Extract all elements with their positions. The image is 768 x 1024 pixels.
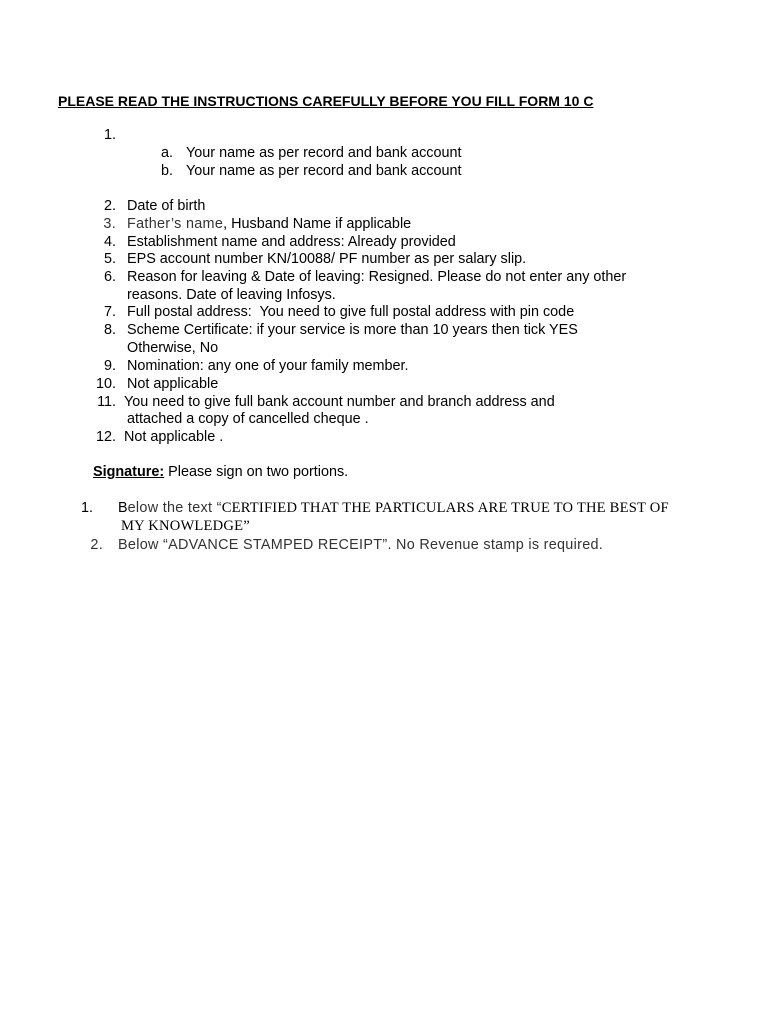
list-number: 12. bbox=[95, 429, 116, 445]
sub-letter: a. bbox=[161, 145, 174, 161]
signature-label: Signature: bbox=[93, 464, 165, 480]
list-item-text: Reason for leaving & Date of leaving: Resigned. Please do not enter any other bbox=[127, 269, 627, 285]
fathers-name-text: Father’s name bbox=[127, 216, 224, 232]
sign-item-1-continued bbox=[0, 517, 768, 535]
list-item-10 bbox=[0, 375, 768, 393]
list-number: 6. bbox=[103, 269, 116, 285]
list-number: 5. bbox=[103, 251, 116, 267]
list-item-text: Establishment name and address: Already provided bbox=[127, 234, 456, 250]
signature-text: Please sign on two portions. bbox=[164, 464, 349, 480]
list-item-text: Full postal address: You need to give full postal address with pin code bbox=[127, 304, 575, 320]
list-item-9 bbox=[0, 357, 768, 375]
sign-item-2 bbox=[0, 536, 768, 554]
list-item-text: reasons. Date of leaving Infosys. bbox=[127, 287, 336, 303]
list-item-text: Not applicable bbox=[127, 376, 219, 392]
sub-item-a bbox=[0, 144, 768, 162]
signature-line bbox=[93, 463, 348, 481]
list-item-4 bbox=[0, 233, 768, 251]
list-item-text: Not applicable . bbox=[124, 429, 224, 445]
sub-item-text: Your name as per record and bank account bbox=[186, 163, 462, 179]
list-item-3 bbox=[0, 215, 768, 233]
sub-letter: b. bbox=[161, 163, 174, 179]
page-title: PLEASE READ THE INSTRUCTIONS CAREFULLY BEFORE YOU FILL FORM 10 C bbox=[58, 93, 594, 109]
list-number: 4. bbox=[103, 234, 116, 250]
list-item-text: Otherwise, No bbox=[127, 340, 219, 356]
list-item-11-continued bbox=[0, 410, 768, 428]
list-number: 7. bbox=[103, 304, 116, 320]
list-item-text: attached a copy of cancelled cheque . bbox=[127, 411, 369, 427]
list-item-12 bbox=[0, 428, 768, 446]
husband-name-text: , Husband Name if applicable bbox=[223, 216, 412, 232]
list-number: 2. bbox=[103, 198, 116, 214]
list-item-11 bbox=[0, 393, 768, 411]
list-item-text: EPS account number KN/10088/ PF number as per salary slip. bbox=[127, 251, 527, 267]
sign-item-text bbox=[118, 499, 669, 517]
list-item-text: You need to give full bank account number and branch address and bbox=[124, 394, 555, 410]
sign-item-text: Below “ADVANCE STAMPED RECEIPT”. No Revenue stamp is required. bbox=[118, 537, 604, 553]
list-item-text: Scheme Certificate: if your service is more than 10 years then tick YES bbox=[127, 322, 578, 338]
list-item-1 bbox=[0, 126, 768, 144]
list-item-7 bbox=[0, 303, 768, 321]
sub-item-text: Your name as per record and bank account bbox=[186, 145, 462, 161]
sign-item-1 bbox=[0, 499, 768, 517]
sub-item-b bbox=[0, 162, 768, 180]
certified-text-continued: MY KNOWLEDGE” bbox=[121, 518, 250, 534]
list-number: 8. bbox=[103, 322, 116, 338]
list-item-5 bbox=[0, 250, 768, 268]
list-item-text: Date of birth bbox=[127, 198, 206, 214]
list-item-6-continued bbox=[0, 286, 768, 304]
list-item-2 bbox=[0, 197, 768, 215]
certified-text: CERTIFIED THAT THE PARTICULARS ARE TRUE TO THE BEST OF bbox=[221, 500, 669, 516]
sign-item-text-initial: B bbox=[118, 500, 128, 516]
sign-item-text-middle: elow the text “ bbox=[127, 500, 222, 516]
list-number: 3. bbox=[103, 216, 116, 232]
list-number: 11. bbox=[97, 394, 116, 410]
list-item-6 bbox=[0, 268, 768, 286]
list-number: 1. bbox=[103, 127, 116, 143]
list-item-text: Nomination: any one of your family member. bbox=[127, 358, 409, 374]
list-item-8-continued bbox=[0, 339, 768, 357]
list-item-8 bbox=[0, 321, 768, 339]
list-item-text bbox=[127, 215, 411, 233]
list-number: 9. bbox=[103, 358, 116, 374]
list-number: 2. bbox=[90, 537, 103, 553]
list-number: 10. bbox=[95, 376, 116, 392]
list-number: 1. bbox=[80, 500, 93, 516]
